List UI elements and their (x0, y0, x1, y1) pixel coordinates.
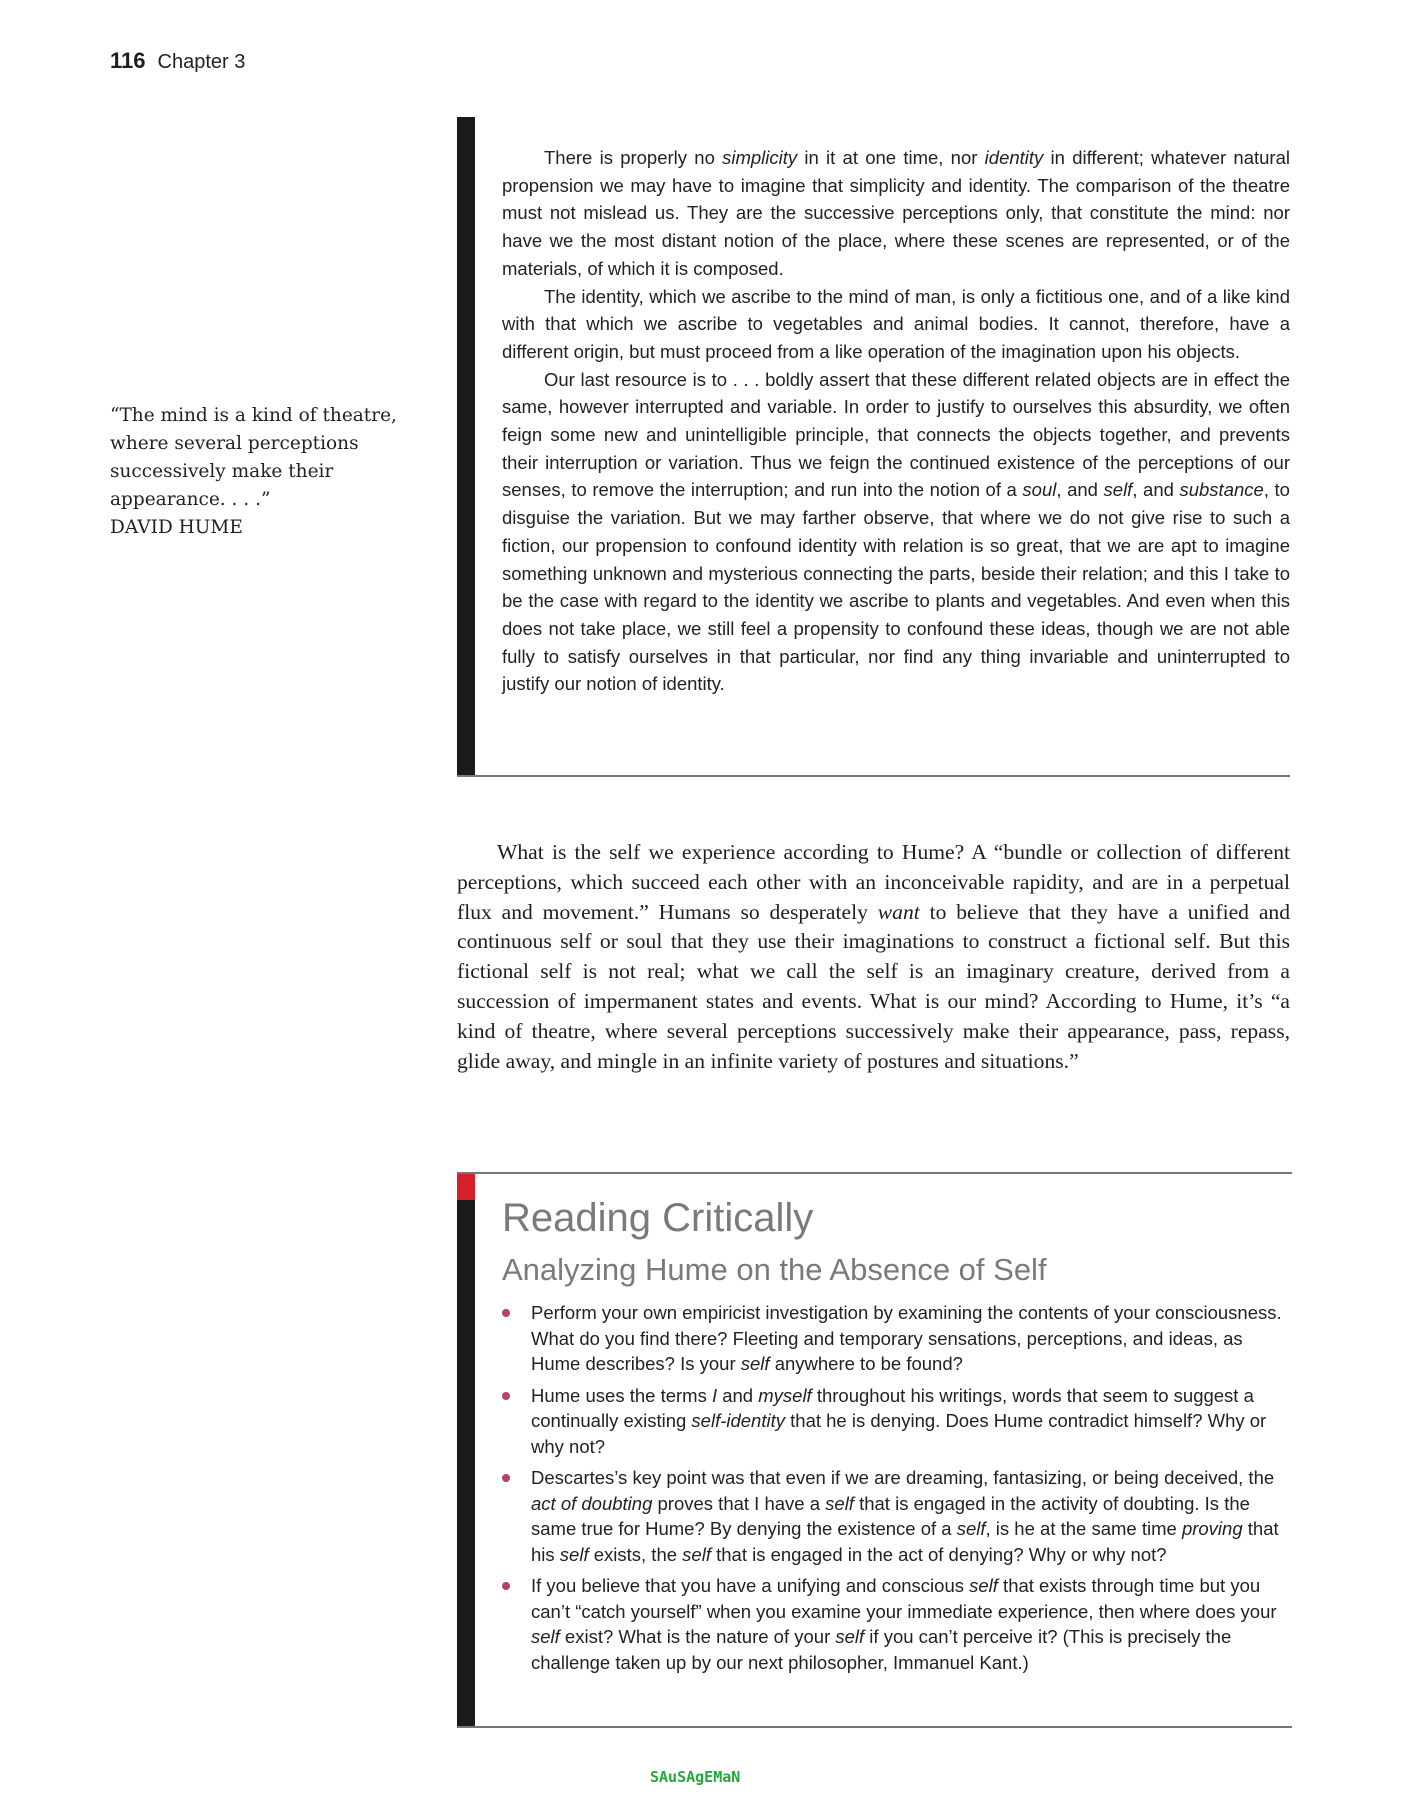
extract-paragraph (502, 144, 1290, 283)
text-run: exist? What is the nature of your (559, 1626, 836, 1647)
rc-question-item (502, 1465, 1290, 1567)
text-run: to believe that they have a unified and continuous self or soul that they use their imaginations to construct a fictional self. But this fictional self is not real; what we call the self is an imaginary creature, derived from a succession of impermanent states and events. What is our mind? According to Hume, it’s “a kind of theatre, where several perceptions successively make their appearance, pass, repass, glide away, and mingle in an infinite variety of postures and situations.” (457, 899, 1291, 1073)
rc-question-item (502, 1300, 1290, 1377)
text-run: that he is denying. Does Hume contradict himself? Why or why not? (531, 1410, 1267, 1457)
extract-text (502, 144, 1290, 698)
rc-question-item (502, 1383, 1290, 1460)
italic-run: I (711, 1384, 718, 1406)
extract-bar (457, 117, 475, 775)
text-run: Hume uses the terms (531, 1384, 712, 1406)
italic-run: identity (984, 147, 1044, 168)
italic-run: self (956, 1518, 986, 1539)
text-run: , to disguise the variation. But we may farther observe, that where we do not give rise to such a fiction, our propension to confound identity with relation is so great, that we are apt to imagine something unknown and mysterious connecting the parts, beside their relation; and this I take to be the case with regard to the identity we ascribe to plants and vegetables. And even when this does not take place, we still feel a propensity to confound these ideas, though we are not able fully to satisfy ourselves in that particular, nor find any thing invariable and uninterrupted to justify our notion of identity. (502, 479, 1290, 695)
text-run: There is properly no (544, 147, 723, 168)
text-run: , and (1132, 479, 1180, 501)
chapter-label: Chapter 3 (157, 51, 246, 73)
italic-run: substance (1179, 479, 1264, 501)
text-run: , and (1056, 479, 1104, 501)
italic-run: simplicity (722, 147, 798, 168)
text-run: that is engaged in the activity of doubting. Is the same true for Hume? By denying the existence of a (531, 1492, 1250, 1539)
italic-run: self (559, 1543, 589, 1565)
text-run: that exists through time but you can’t “catch yourself” when you examine your immediate experience, then where does your (531, 1575, 1277, 1622)
italic-run: soul (1022, 479, 1057, 501)
page-header (110, 48, 245, 74)
text-run: proves that I have a (652, 1492, 826, 1514)
italic-run: myself (758, 1384, 812, 1406)
text-run: that his (531, 1518, 1279, 1565)
text-run: What is the self we experience according to Hume? A “bundle or collection of different perceptions, which succeed each other with an inconceivable rapidity, and are in a perpetual flux and movement.” Humans so desperately (457, 840, 1290, 924)
rc-subtitle: Analyzing Hume on the Absence of Self (502, 1252, 1047, 1287)
body-paragraph (457, 838, 1290, 1076)
margin-quote-author: DAVID HUME (110, 517, 243, 538)
text-run: in it at one time, nor (797, 147, 985, 168)
italic-run: self (825, 1492, 854, 1514)
footer-stamp: SAuSAgEMaN (650, 1768, 741, 1786)
bullet-icon (502, 1309, 510, 1317)
text-run: Descartes’s key point was that even if we are dreaming, fantasizing, or being deceived, the (531, 1467, 1275, 1488)
bullet-icon (502, 1582, 510, 1590)
rc-bar (457, 1174, 475, 1726)
text-run: Perform your own empiricist investigation by examining the contents of your consciousness. What do you find there? Fleeting and temporary sensations, perceptions, and ideas, as Hume describes? Is your (531, 1302, 1282, 1374)
extract-paragraph (502, 366, 1290, 698)
italic-run: self (740, 1353, 770, 1374)
italic-run: want (877, 899, 920, 924)
text-run: , is he at the same time (985, 1518, 1182, 1539)
text-run: in different; whatever natural propension we may have to imagine that simplicity and identity. The comparison of the theatre must not mislead us. They are the successive perceptions only, that constitute the mind: nor have we the most distant notion of the place, where these scenes are represented, or of the materials, of which it is composed. (502, 147, 1290, 279)
rc-question-item (502, 1573, 1290, 1675)
extract-paragraph (502, 283, 1290, 366)
reading-critically-box (457, 1172, 1292, 1728)
page-number: 116 (110, 48, 146, 73)
bullet-icon (502, 1392, 510, 1400)
margin-quote-text: “The mind is a kind of theatre, where several perceptions successively make their appearance. . . .” (110, 405, 397, 510)
text-run: Our last resource is to . . . boldly assert that these different related objects are in effect the same, however interrupted and variable. In order to justify to ourselves this absurdity, we often feign some new and unintelligible principle, that connects the objects together, and prevents their interruption or variation. Thus we feign the continued existence of the perceptions of our senses, to remove the interruption; and run into the notion of a (502, 368, 1290, 501)
italic-run: self-identity (691, 1410, 785, 1431)
italic-run: self (835, 1626, 865, 1647)
italic-run: self (682, 1543, 711, 1565)
text-run: and (717, 1384, 759, 1406)
italic-run: self (531, 1626, 560, 1647)
italic-run: proving (1181, 1518, 1243, 1539)
text-run: if you can’t perceive it? (This is precisely the challenge taken up by our next philosopher, Immanuel Kant.) (531, 1626, 1232, 1673)
text-run: that is engaged in the act of denying? Why or why not? (710, 1543, 1167, 1565)
hume-extract (457, 117, 1290, 777)
margin-quote (110, 402, 410, 542)
rc-red-tab (457, 1174, 475, 1200)
text-run: The identity, which we ascribe to the mind of man, is only a fictitious one, and of a like kind with that which we ascribe to vegetables and animal bodies. It cannot, therefore, have a different origin, but must proceed from a like operation of the imagination upon his objects. (502, 285, 1290, 362)
text-run: If you believe that you have a unifying and conscious (531, 1575, 970, 1596)
text-run: anywhere to be found? (769, 1353, 963, 1374)
bullet-icon (502, 1474, 510, 1482)
italic-run: self (1103, 479, 1133, 501)
rc-question-list (502, 1300, 1290, 1675)
rc-title: Reading Critically (502, 1196, 814, 1240)
italic-run: self (969, 1575, 998, 1596)
body-text (457, 838, 1290, 1076)
italic-run: act of doubting (531, 1492, 653, 1514)
text-run: throughout his writings, words that seem to suggest a continually existing (531, 1384, 1254, 1431)
text-run: exists, the (588, 1543, 683, 1565)
